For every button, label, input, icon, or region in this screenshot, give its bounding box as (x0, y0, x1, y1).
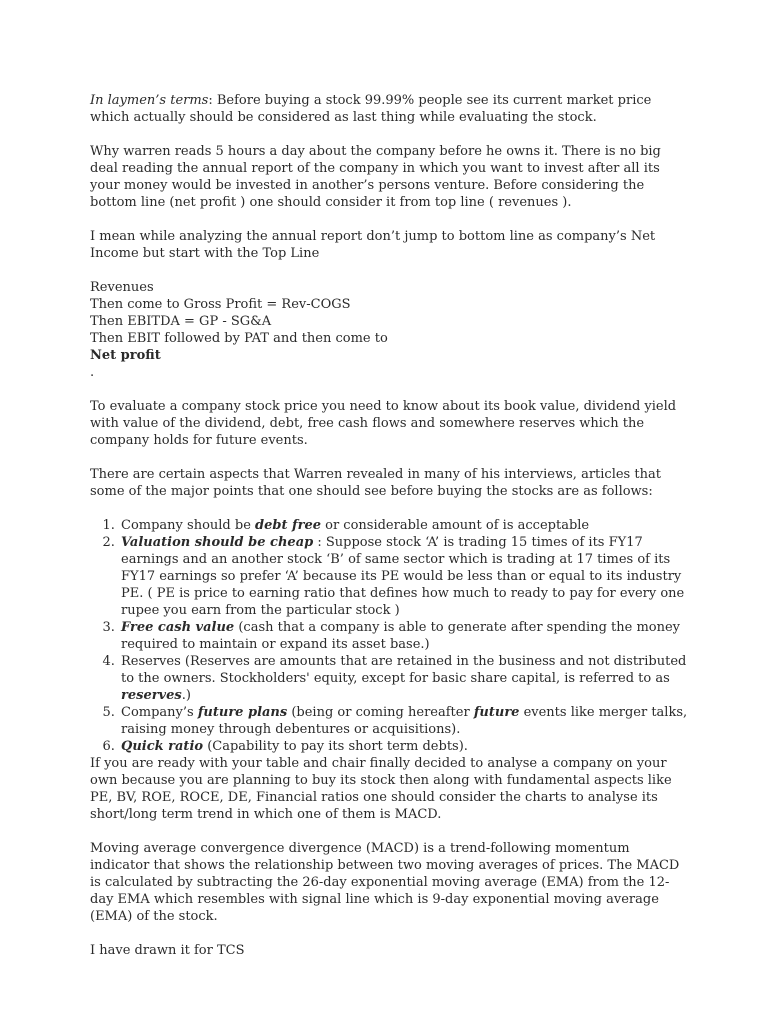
list-item-valuation (119, 534, 690, 619)
list-item-reserves (119, 653, 690, 704)
list-item-text: Company should be (121, 518, 256, 533)
laymens-terms-lead: In laymen’s terms (90, 93, 209, 108)
step-revenues: Revenues (90, 280, 154, 295)
income-statement-steps (90, 279, 690, 381)
list-item-text: (being or coming hereafter (287, 705, 474, 720)
free-cash-emphasis: Free cash value (121, 620, 235, 635)
paragraph-analyse-company: If you are ready with your table and chair finally decided to analyse a company on your own because you are planning to buy its stock then along with fundamental aspects like PE, BV, ROE, ROCE, DE, Financial ratios one should consider the charts to analyse its short/long term trend in which one of them is MACD. (90, 756, 672, 822)
step-net-profit-pre: Then EBIT followed by PAT and then come to (90, 331, 388, 346)
future-plans-emphasis: future plans (197, 705, 288, 720)
reserves-emphasis: reserves (121, 688, 182, 703)
list-item-future-plans (119, 704, 690, 738)
list-item-text: : Suppose stock ‘A’ is trading 15 times of its FY17 earnings and an another stock ‘B’ of same sector which is trading at 17 times of its FY17 earnings so prefer ‘A’ because its PE would be less than or equal to its industry PE. ( PE is price to earning ratio that defines how much to ready to pay for every one rupee you earn from the particular stock ) (121, 535, 685, 618)
list-item-text: (cash that a company is able to generate after spending the money required to maintain or expand its asset base.) (121, 620, 681, 652)
list-item-text: or considerable amount of is acceptable (321, 518, 590, 533)
valuation-emphasis: Valuation should be cheap (121, 535, 314, 550)
step-net-profit-post: . (90, 365, 95, 380)
document-body (90, 92, 690, 976)
paragraph-macd-definition: Moving average convergence divergence (MACD) is a trend-following momentum indicator that shows the relationship between two moving averages of prices. The MACD is calculated by subtracting the 26-day exponential moving average (EMA) from the 12-day EMA which resembles with signal line which is 9-day exponential moving average (EMA) of the stock. (90, 841, 680, 924)
list-item-text: (Capability to pay its short term debts). (203, 739, 468, 754)
list-item-text: events like merger talks, raising money through debentures or acquisitions). (121, 705, 688, 737)
list-item-quick-ratio (119, 738, 690, 755)
buying-criteria-list (90, 517, 690, 755)
paragraph-drawn-for-tcs: I have drawn it for TCS (90, 943, 245, 958)
paragraph-warren-reads: Why warren reads 5 hours a day about the company before he owns it. There is no big deal reading the annual report of the company in which you want to invest after all its your money would be invested in another’s persons venture. Before considering the bottom line (net profit ) one should consider it from top line ( revenues ). (90, 144, 661, 210)
net-profit-bold: Net profit (90, 348, 161, 363)
step-gross-profit: Then come to Gross Profit = Rev-COGS (90, 297, 351, 312)
step-ebitda: Then EBITDA = GP - SG&A (90, 314, 272, 329)
future-emphasis: future (473, 705, 520, 720)
list-item-text: .) (181, 688, 191, 703)
debt-free-emphasis: debt free (255, 518, 321, 533)
paragraph-annual-report: I mean while analyzing the annual report don’t jump to bottom line as company’s Net Income but start with the Top Line (90, 229, 656, 261)
list-item-free-cash (119, 619, 690, 653)
list-item-text: Company’s (121, 705, 198, 720)
paragraph-warren-aspects: There are certain aspects that Warren revealed in many of his interviews, articles that some of the major points that one should see before buying the stocks are as follows: (90, 467, 661, 499)
list-item-debt-free (119, 517, 690, 534)
quick-ratio-emphasis: Quick ratio (121, 739, 204, 754)
laymens-terms-text: : Before buying a stock 99.99% people see its current market price which actually should be considered as last thing while evaluating the stock. (90, 93, 652, 125)
paragraph-laymens-terms (90, 92, 690, 126)
list-item-text: Reserves (Reserves are amounts that are retained in the business and not distributed to the owners. Stockholders' equity, except for basic share capital, is referred to as (121, 654, 687, 686)
paragraph-evaluate-stock: To evaluate a company stock price you need to know about its book value, dividend yield with value of the dividend, debt, free cash flows and somewhere reserves which the company holds for future events. (90, 399, 677, 448)
step-net-profit (90, 330, 690, 381)
